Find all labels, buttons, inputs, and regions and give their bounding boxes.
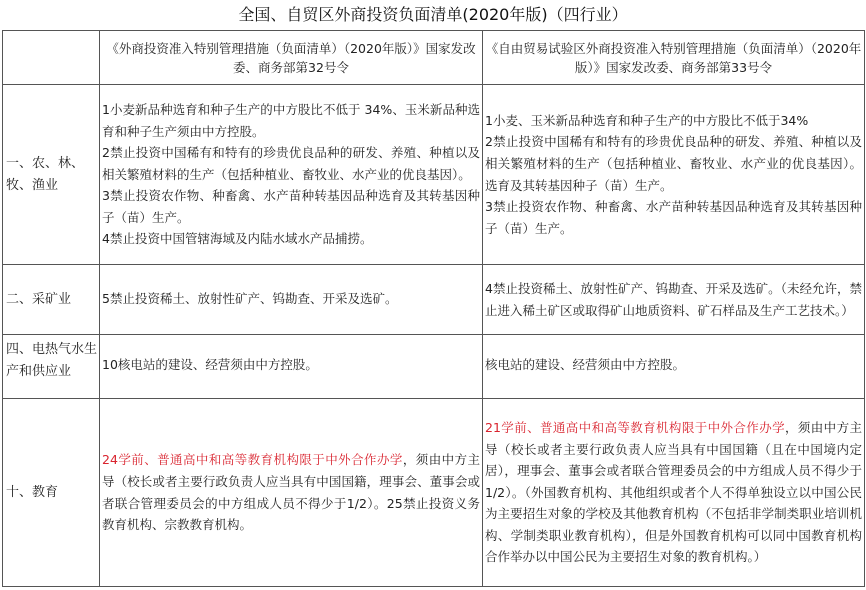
table-header-row (3, 31, 865, 85)
measure-item: 4禁止投资稀土、放射性矿产、钨勘查、开采及选矿。（未经允许，禁止进入稀土矿区或取得矿山地质资料、矿石样品及生产工艺技术。） (485, 280, 862, 318)
negative-list-table (2, 30, 865, 587)
measure-item: 5禁止投资稀土、放射性矿产、钨勘查、开采及选矿。 (102, 290, 398, 306)
ftz-measures-cell (483, 265, 865, 335)
national-measures-cell (100, 335, 483, 399)
highlighted-measure-text: 24学前、普通高中和高等教育机构限于中外合作办学 (102, 452, 403, 468)
national-measures-cell (100, 265, 483, 335)
ftz-measures-cell (483, 335, 865, 399)
national-measures-cell (100, 85, 483, 265)
page-title: 全国、自贸区外商投资负面清单(2020年版)（四行业） (238, 5, 628, 24)
measure-item: 2禁止投资中国稀有和特有的珍贵优良品种的研发、养殖、种植以及相关繁殖材料的生产（包括种植业、畜牧业、水产业的优良基因）。选育及其转基因种子（苗）生产。 (485, 134, 862, 193)
header-national-list: 《外商投资准入特别管理措施（负面清单）（2020年版）》国家发改委、商务部第32号令 (100, 31, 483, 85)
highlighted-measure-text: 21学前、普通高中和高等教育机构限于中外合作办学 (485, 419, 785, 435)
header-empty-cell (3, 31, 100, 85)
ftz-measures-cell (483, 85, 865, 265)
category-mining: 二、采矿业 (3, 265, 100, 335)
header-ftz-list: 《自由贸易试验区外商投资准入特别管理措施（负面清单）（2020年版）》国家发改委、商务部第33号令 (483, 31, 865, 85)
measure-item: 10核电站的建设、经营须由中方控股。 (102, 356, 318, 372)
measure-item (102, 449, 480, 535)
measure-item: 1小麦新品种选育和种子生产的中方股比不低于 34%、玉米新品种选育和种子生产须由中方控股。 (102, 101, 480, 139)
measure-text: ，须由中方主导（校长或者主要行政负责人应当具有中国国籍（且在中国境内定居），理事会、董事会或者联合管理委员会的中方组成人员不得少于 1/2）。（外国教育机构、其他组织或者个人不得单独设立以中国公民为主要招生对象的学校及其他教育机构（不包括非学制类职业培训机构、学制类职业教育机构），但是外国教育机构可以同中国教育机构合作举办以中国公民为主要招生对象的教育机构。） (485, 419, 862, 565)
measure-item: 核电站的建设、经营须由中方控股。 (485, 356, 686, 372)
ftz-measures-cell (483, 399, 865, 587)
national-measures-cell (100, 399, 483, 587)
measure-item: 3禁止投资农作物、种畜禽、水产苗种转基因品种选育及其转基因种子（苗）生产。 (102, 188, 480, 225)
measure-item: 3禁止投资农作物、种畜禽、水产苗种转基因品种选育及其转基因种子（苗）生产。 (485, 199, 862, 236)
table-row (3, 265, 865, 335)
table-row (3, 85, 865, 265)
measure-item: 2禁止投资中国稀有和特有的珍贵优良品种的研发、养殖、种植以及相关繁殖材料的生产（包括种植业、畜牧业、水产业的优良基因）。 (102, 145, 480, 182)
measure-text: ，须由中方主导（校长或者主要行政负责人应当具有中国国籍，理事会、董事会或者联合管理委员会的中方组成人员不得少于1/2）。25禁止投资义务教育机构、宗教教育机构。 (102, 452, 480, 533)
measure-item: 1小麦、玉米新品种选育和种子生产的中方股比不低于34% (485, 112, 809, 128)
category-utilities: 四、电热气水生产和供应业 (3, 335, 100, 399)
table-row (3, 335, 865, 399)
table-row (3, 399, 865, 587)
measure-item (485, 417, 862, 568)
category-agriculture: 一、农、林、牧、渔业 (3, 85, 100, 265)
measure-item: 4禁止投资中国管辖海域及内陆水域水产品捕捞。 (102, 231, 373, 247)
category-education: 十、教育 (3, 399, 100, 587)
